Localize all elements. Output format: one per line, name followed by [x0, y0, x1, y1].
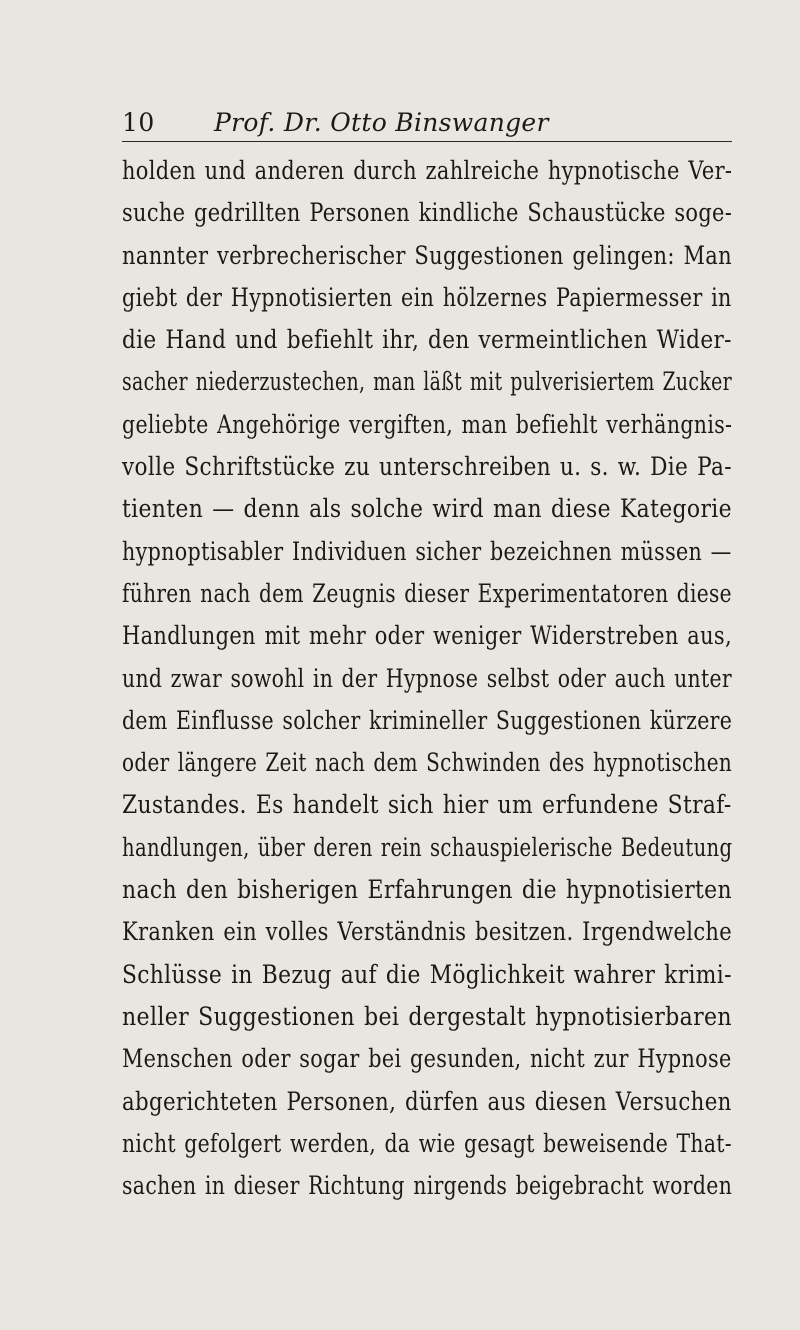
text-line: volle Schriftstücke zu unterschreiben u. s. w. Die Pa- [122, 452, 732, 483]
text-line: sacher niederzustechen, man läßt mit pulverisiertem Zucker [122, 367, 732, 398]
text-line: nach den bisherigen Erfahrungen die hypnotisierten [122, 875, 732, 906]
page-header [122, 108, 732, 138]
text-line: giebt der Hypnotisierten ein hölzernes Papiermesser in [122, 282, 732, 313]
text-line: dem Einflusse solcher krimineller Suggestionen kürzere [122, 705, 733, 736]
text-line: nannter verbrecherischer Suggestionen gelingen: Man [122, 240, 733, 271]
text-line: geliebte Angehörige vergiften, man befiehlt verhängnis- [122, 409, 733, 440]
text-line: Handlungen mit mehr oder weniger Widerstreben aus, [122, 621, 732, 652]
text-line: Zustandes. Es handelt sich hier um erfundene Straf- [122, 790, 732, 821]
text-line: suche gedrillten Personen kindliche Schaustücke soge- [122, 198, 733, 229]
body-text [122, 150, 732, 1207]
text-line: tienten — denn als solche wird man diese Kategorie [122, 494, 732, 525]
text-line: führen nach dem Zeugnis dieser Experimentatoren diese [122, 578, 732, 609]
text-line: neller Suggestionen bei dergestalt hypnotisierbaren [122, 1001, 732, 1032]
header-rule [122, 141, 732, 142]
text-line: Kranken ein volles Verständnis besitzen. Irgendwelche [122, 917, 733, 948]
running-head: Prof. Dr. Otto Binswanger [214, 108, 549, 137]
page-number: 10 [122, 108, 155, 137]
text-line: Menschen oder sogar bei gesunden, nicht zur Hypnose [122, 1044, 732, 1075]
text-line: handlungen, über deren rein schauspielerische Bedeutung [122, 832, 733, 863]
text-line: die Hand und befiehlt ihr, den vermeintlichen Wider- [122, 325, 732, 356]
text-line: Schlüsse in Bezug auf die Möglichkeit wahrer krimi- [122, 959, 732, 990]
text-line: und zwar sowohl in der Hypnose selbst oder auch unter [122, 663, 732, 694]
text-line: sachen in dieser Richtung nirgends beigebracht worden [122, 1171, 733, 1202]
text-line: holden und anderen durch zahlreiche hypnotische Ver- [122, 156, 733, 186]
text-line: oder längere Zeit nach dem Schwinden des hypnotischen [122, 748, 733, 779]
text-line: nicht gefolgert werden, da wie gesagt beweisende That- [122, 1128, 732, 1159]
text-line: hypnoptisabler Individuen sicher bezeichnen müssen — [122, 536, 732, 567]
text-line: abgerichteten Personen, dürfen aus diesen Versuchen [122, 1086, 732, 1117]
